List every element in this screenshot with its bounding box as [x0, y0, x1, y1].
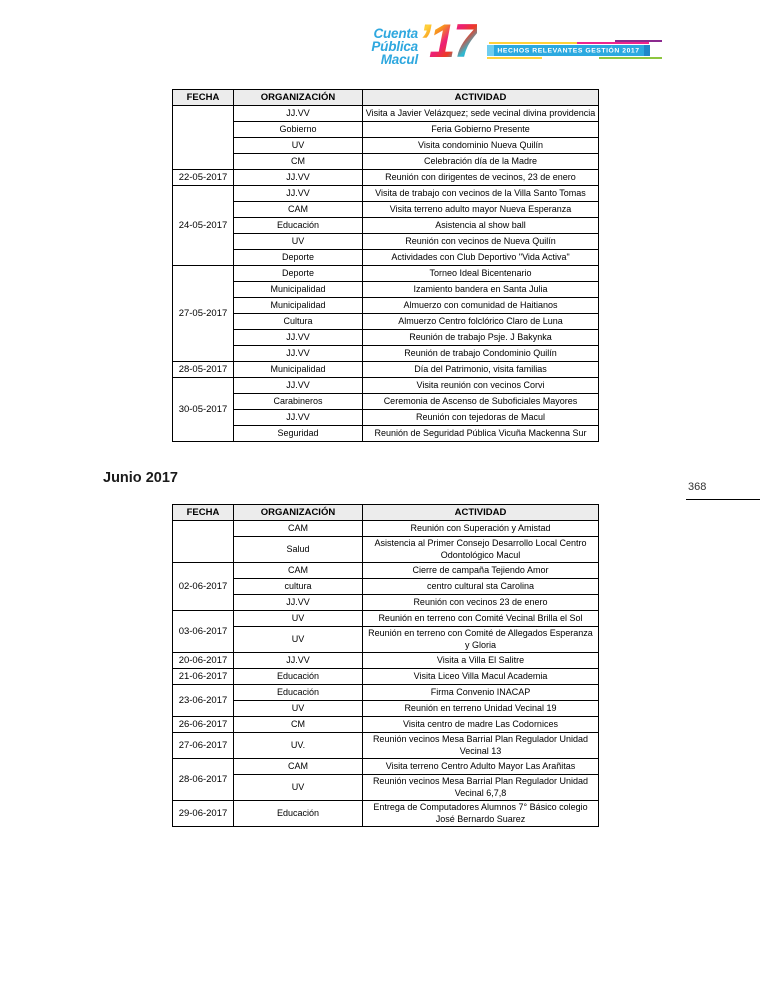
banner-hechos-relevantes [487, 41, 662, 61]
table-row [173, 595, 599, 611]
date-cell: 28-05-2017 [173, 362, 234, 378]
organization-cell: JJ.VV [234, 330, 363, 346]
table-row [173, 563, 599, 579]
banner-accent-magenta-top [577, 42, 649, 44]
table-row [173, 521, 599, 537]
activity-cell: Feria Gobierno Presente [363, 122, 599, 138]
activity-cell: Entrega de Computadores Alumnos 7° Básico colegio José Bernardo Suarez [363, 801, 599, 827]
activity-cell: Almuerzo Centro folclórico Claro de Luna [363, 314, 599, 330]
organization-cell: Educación [234, 218, 363, 234]
date-cell: 29-06-2017 [173, 801, 234, 827]
organization-cell: JJ.VV [234, 106, 363, 122]
date-cell: 30-05-2017 [173, 378, 234, 442]
banner-accent-yellow-bottom [487, 57, 542, 59]
activity-cell: Visita centro de madre Las Codornices [363, 717, 599, 733]
table-row [173, 362, 599, 378]
activity-cell: Reunión de trabajo Psje. J Bakynka [363, 330, 599, 346]
column-header: ACTIVIDAD [363, 505, 599, 521]
organization-cell: Municipalidad [234, 282, 363, 298]
organization-cell: JJ.VV [234, 653, 363, 669]
activity-cell: Ceremonia de Ascenso de Suboficiales Mayores [363, 394, 599, 410]
organization-cell: Seguridad [234, 426, 363, 442]
activity-cell: Reunión vecinos Mesa Barrial Plan Regulador Unidad Vecinal 6,7,8 [363, 775, 599, 801]
organization-cell: Deporte [234, 266, 363, 282]
date-cell: 26-06-2017 [173, 717, 234, 733]
banner-strip [487, 45, 650, 56]
activity-cell: Reunión con Superación y Amistad [363, 521, 599, 537]
activity-cell: Visita a Javier Velázquez; sede vecinal divina providencia [363, 106, 599, 122]
table-row [173, 170, 599, 186]
activity-cell: Reunión con tejedoras de Macul [363, 410, 599, 426]
logo-year-17: ’17 [418, 14, 478, 67]
organization-cell: JJ.VV [234, 378, 363, 394]
column-header: ORGANIZACIÓN [234, 505, 363, 521]
activity-cell: Visita terreno Centro Adulto Mayor Las Arañitas [363, 759, 599, 775]
activity-cell: Visita reunión con vecinos Corvi [363, 378, 599, 394]
table-row [173, 759, 599, 775]
organization-cell: CAM [234, 202, 363, 218]
date-cell: 02-06-2017 [173, 563, 234, 611]
activity-cell: Visita Liceo Villa Macul Academia [363, 669, 599, 685]
organization-cell: CM [234, 717, 363, 733]
activity-table-june [172, 504, 599, 827]
table-row [173, 234, 599, 250]
date-cell: 24-05-2017 [173, 186, 234, 266]
banner-accent-green-bottom [599, 57, 662, 59]
column-header: ACTIVIDAD [363, 90, 599, 106]
activity-cell: Asistencia al show ball [363, 218, 599, 234]
table-row [173, 154, 599, 170]
table-row [173, 669, 599, 685]
table-row [173, 378, 599, 394]
organization-cell: CAM [234, 759, 363, 775]
organization-cell: Educación [234, 801, 363, 827]
organization-cell: JJ.VV [234, 186, 363, 202]
organization-cell: UV [234, 611, 363, 627]
activity-cell: Cierre de campaña Tejiendo Amor [363, 563, 599, 579]
date-cell: 20-06-2017 [173, 653, 234, 669]
organization-cell: Educación [234, 685, 363, 701]
date-cell: 27-06-2017 [173, 733, 234, 759]
column-header: ORGANIZACIÓN [234, 90, 363, 106]
activity-cell: Visita condominio Nueva Quilín [363, 138, 599, 154]
logo-line-3: Macul [380, 52, 418, 67]
date-cell: 28-06-2017 [173, 759, 234, 801]
table-row [173, 775, 599, 801]
page-number-rule [686, 499, 760, 500]
table-row [173, 186, 599, 202]
organization-cell: Educación [234, 669, 363, 685]
date-cell: 23-06-2017 [173, 685, 234, 717]
activity-cell: Día del Patrimonio, visita familias [363, 362, 599, 378]
table-row [173, 106, 599, 122]
table-row [173, 685, 599, 701]
banner-title: HECHOS RELEVANTES GESTIÓN 2017 [497, 47, 640, 55]
activity-cell: Reunión de trabajo Condominio Quilín [363, 346, 599, 362]
activity-cell: Celebración día de la Madre [363, 154, 599, 170]
organization-cell: JJ.VV [234, 346, 363, 362]
table-row [173, 298, 599, 314]
logo-line-2: Pública [371, 39, 418, 54]
table-row [173, 202, 599, 218]
activity-cell: Visita terreno adulto mayor Nueva Esperanza [363, 202, 599, 218]
activity-cell: Reunión con vecinos 23 de enero [363, 595, 599, 611]
table-header-row [173, 90, 599, 106]
organization-cell: JJ.VV [234, 410, 363, 426]
table-row [173, 717, 599, 733]
organization-cell: CAM [234, 521, 363, 537]
table-row [173, 701, 599, 717]
table-row [173, 627, 599, 653]
table-row [173, 282, 599, 298]
organization-cell: Municipalidad [234, 298, 363, 314]
organization-cell: UV [234, 234, 363, 250]
activity-cell: Firma Convenio INACAP [363, 685, 599, 701]
column-header: FECHA [173, 90, 234, 106]
activity-cell: Izamiento bandera en Santa Julia [363, 282, 599, 298]
table-row [173, 346, 599, 362]
table-row [173, 426, 599, 442]
organization-cell: UV [234, 701, 363, 717]
table-header-row [173, 505, 599, 521]
organization-cell: UV [234, 138, 363, 154]
date-cell: 03-06-2017 [173, 611, 234, 653]
table-row [173, 579, 599, 595]
activity-cell: Asistencia al Primer Consejo Desarrollo Local Centro Odontológico Macul [363, 537, 599, 563]
activity-cell: Reunión de Seguridad Pública Vicuña Mackenna Sur [363, 426, 599, 442]
section-heading-junio: Junio 2017 [103, 470, 178, 486]
organization-cell: Gobierno [234, 122, 363, 138]
banner-cap-left [487, 45, 494, 56]
activity-cell: Reunión con vecinos de Nueva Quilín [363, 234, 599, 250]
date-cell [173, 521, 234, 563]
table-row [173, 394, 599, 410]
activity-cell: Almuerzo con comunidad de Haitianos [363, 298, 599, 314]
organization-cell: UV [234, 775, 363, 801]
activity-cell: Reunión en terreno con Comité Vecinal Brilla el Sol [363, 611, 599, 627]
banner-accent-purple-top [615, 40, 662, 42]
organization-cell: Municipalidad [234, 362, 363, 378]
activity-cell: Torneo Ideal Bicentenario [363, 266, 599, 282]
activity-cell: centro cultural sta Carolina [363, 579, 599, 595]
organization-cell: Salud [234, 537, 363, 563]
date-cell: 22-05-2017 [173, 170, 234, 186]
activity-cell: Visita de trabajo con vecinos de la Villa Santo Tomas [363, 186, 599, 202]
organization-cell: CM [234, 154, 363, 170]
table-row [173, 410, 599, 426]
banner-cap-right [644, 45, 650, 56]
activity-cell: Actividades con Club Deportivo "Vida Activa" [363, 250, 599, 266]
table-row [173, 314, 599, 330]
organization-cell: Cultura [234, 314, 363, 330]
activity-cell: Reunión vecinos Mesa Barrial Plan Regulador Unidad Vecinal 13 [363, 733, 599, 759]
table-row [173, 733, 599, 759]
table-row [173, 330, 599, 346]
organization-cell: JJ.VV [234, 595, 363, 611]
column-header: FECHA [173, 505, 234, 521]
activity-cell: Visita a Villa El Salitre [363, 653, 599, 669]
activity-cell: Reunión con dirigentes de vecinos, 23 de enero [363, 170, 599, 186]
date-cell: 21-06-2017 [173, 669, 234, 685]
table-row [173, 218, 599, 234]
logo-wordmark [340, 27, 418, 66]
activity-cell: Reunión en terreno Unidad Vecinal 19 [363, 701, 599, 717]
organization-cell: UV [234, 627, 363, 653]
organization-cell: Carabineros [234, 394, 363, 410]
table-row [173, 266, 599, 282]
organization-cell: Deporte [234, 250, 363, 266]
organization-cell: cultura [234, 579, 363, 595]
organization-cell: UV. [234, 733, 363, 759]
banner-accent-yellow-top [489, 42, 577, 44]
activity-cell: Reunión en terreno con Comité de Allegados Esperanza y Gloria [363, 627, 599, 653]
date-cell: 27-05-2017 [173, 266, 234, 362]
page-number: 368 [688, 481, 707, 493]
activity-table-may [172, 89, 599, 442]
organization-cell: CAM [234, 563, 363, 579]
date-cell [173, 106, 234, 170]
table-row [173, 801, 599, 827]
logo-line-1: Cuenta [373, 26, 418, 41]
table-row [173, 611, 599, 627]
table-row [173, 537, 599, 563]
table-row [173, 138, 599, 154]
organization-cell: JJ.VV [234, 170, 363, 186]
table-row [173, 122, 599, 138]
table-row [173, 250, 599, 266]
table-row [173, 653, 599, 669]
